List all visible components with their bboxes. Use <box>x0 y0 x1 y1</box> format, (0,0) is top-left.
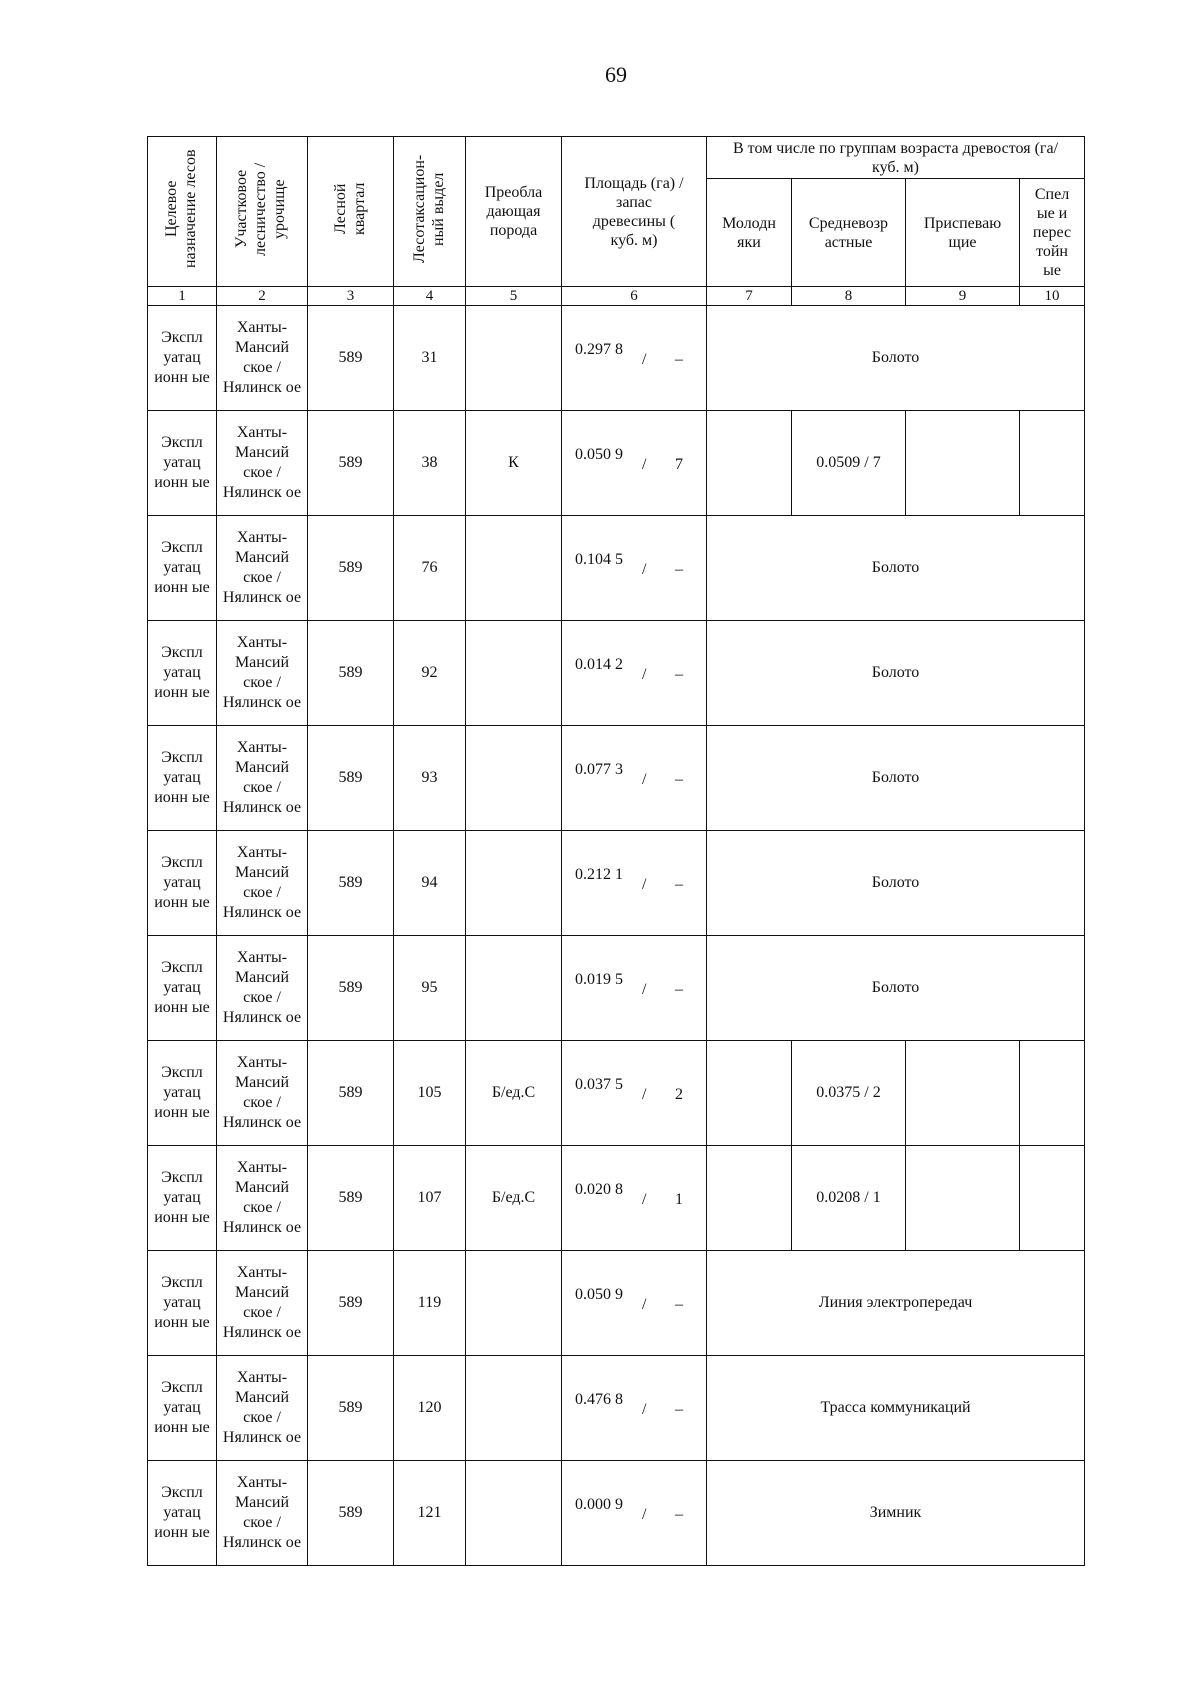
cell-quarter: 589 <box>308 621 394 726</box>
cell-area <box>562 936 707 1041</box>
stock-value: – <box>675 666 683 683</box>
cell-species <box>466 516 562 621</box>
table-row <box>148 621 1085 726</box>
stock-value: 7 <box>675 456 683 473</box>
cell-land-note: Болото <box>707 726 1085 831</box>
table-header <box>148 137 1085 306</box>
cell-forestry: Ханты-Мансий ское / Нялинск ое <box>217 411 308 516</box>
cell-quarter: 589 <box>308 1041 394 1146</box>
cell-quarter: 589 <box>308 1356 394 1461</box>
header-vydel: Лесотаксацион-ный выдел <box>394 137 466 287</box>
cell-quarter: 589 <box>308 1146 394 1251</box>
cell-quarter: 589 <box>308 411 394 516</box>
cell-species: Б/ед.С <box>466 1041 562 1146</box>
cell-vydel: 38 <box>394 411 466 516</box>
cell-species: К <box>466 411 562 516</box>
table-row <box>148 1461 1085 1566</box>
cell-forestry: Ханты-Мансий ское / Нялинск ое <box>217 936 308 1041</box>
cell-middle-aged: 0.0509 / 7 <box>792 411 906 516</box>
cell-land-note: Болото <box>707 936 1085 1041</box>
header-middle-aged: Средневозр астные <box>792 179 906 287</box>
column-number: 3 <box>308 287 394 306</box>
cell-quarter: 589 <box>308 306 394 411</box>
cell-species: Б/ед.С <box>466 1146 562 1251</box>
cell-species <box>466 936 562 1041</box>
stock-value: – <box>675 1401 683 1418</box>
cell-purpose: Экспл уатац ионн ые <box>148 1356 217 1461</box>
cell-area <box>562 1251 707 1356</box>
cell-forestry: Ханты-Мансий ское / Нялинск ое <box>217 1146 308 1251</box>
area-separator: / <box>642 771 647 788</box>
area-separator: / <box>642 876 647 893</box>
cell-land-note: Болото <box>707 306 1085 411</box>
table-row <box>148 411 1085 516</box>
area-separator: / <box>642 1401 647 1418</box>
header-ripening: Приспеваю щие <box>906 179 1020 287</box>
cell-purpose: Экспл уатац ионн ые <box>148 621 217 726</box>
area-separator: / <box>642 1296 647 1313</box>
column-number: 7 <box>707 287 792 306</box>
cell-forestry: Ханты-Мансий ское / Нялинск ое <box>217 1461 308 1566</box>
header-mature: Спел ые и перес тойн ые <box>1020 179 1085 287</box>
cell-species <box>466 1251 562 1356</box>
area-value: 0.476 8 <box>575 1391 623 1408</box>
cell-young <box>707 1041 792 1146</box>
area-separator: / <box>642 666 647 683</box>
area-separator: / <box>642 1506 647 1523</box>
cell-land-note: Линия электропередач <box>707 1251 1085 1356</box>
cell-vydel: 76 <box>394 516 466 621</box>
table-row <box>148 726 1085 831</box>
table-body <box>148 306 1085 1566</box>
cell-ripening <box>906 411 1020 516</box>
area-value: 0.037 5 <box>575 1076 623 1093</box>
area-separator: / <box>642 456 647 473</box>
column-number: 1 <box>148 287 217 306</box>
cell-species <box>466 726 562 831</box>
area-value: 0.050 9 <box>575 446 623 463</box>
column-number-row <box>148 287 1085 306</box>
page-number: 69 <box>605 62 627 87</box>
cell-land-note: Болото <box>707 621 1085 726</box>
column-number: 8 <box>792 287 906 306</box>
cell-quarter: 589 <box>308 831 394 936</box>
column-number: 9 <box>906 287 1020 306</box>
cell-quarter: 589 <box>308 1461 394 1566</box>
cell-forestry: Ханты-Мансий ское / Нялинск ое <box>217 1356 308 1461</box>
cell-middle-aged: 0.0208 / 1 <box>792 1146 906 1251</box>
cell-land-note: Болото <box>707 516 1085 621</box>
cell-area <box>562 1356 707 1461</box>
stock-value: – <box>675 876 683 893</box>
area-value: 0.297 8 <box>575 341 623 358</box>
cell-area <box>562 1146 707 1251</box>
cell-young <box>707 411 792 516</box>
stock-value: – <box>675 981 683 998</box>
cell-vydel: 31 <box>394 306 466 411</box>
cell-forestry: Ханты-Мансий ское / Нялинск ое <box>217 1041 308 1146</box>
cell-quarter: 589 <box>308 936 394 1041</box>
cell-ripening <box>906 1146 1020 1251</box>
column-number: 2 <box>217 287 308 306</box>
column-number: 10 <box>1020 287 1085 306</box>
stock-value: 2 <box>675 1086 683 1103</box>
cell-purpose: Экспл уатац ионн ые <box>148 516 217 621</box>
area-value: 0.020 8 <box>575 1181 623 1198</box>
table-row <box>148 306 1085 411</box>
cell-purpose: Экспл уатац ионн ые <box>148 1461 217 1566</box>
cell-vydel: 107 <box>394 1146 466 1251</box>
column-number: 6 <box>562 287 707 306</box>
cell-species <box>466 831 562 936</box>
cell-purpose: Экспл уатац ионн ые <box>148 1041 217 1146</box>
header-purpose: Целевое назначение лесов <box>148 137 217 287</box>
area-value: 0.104 5 <box>575 551 623 568</box>
table-row <box>148 1146 1085 1251</box>
stock-value: 1 <box>675 1191 683 1208</box>
cell-quarter: 589 <box>308 516 394 621</box>
cell-purpose: Экспл уатац ионн ые <box>148 726 217 831</box>
cell-mature <box>1020 1041 1085 1146</box>
table-row <box>148 1041 1085 1146</box>
area-separator: / <box>642 1191 647 1208</box>
area-value: 0.014 2 <box>575 656 623 673</box>
forest-inventory-table <box>147 136 1085 1566</box>
header-quarter: Лесной квартал <box>308 137 394 287</box>
cell-forestry: Ханты-Мансий ское / Нялинск ое <box>217 1251 308 1356</box>
column-number: 5 <box>466 287 562 306</box>
cell-vydel: 94 <box>394 831 466 936</box>
area-separator: / <box>642 981 647 998</box>
header-species: Преобла дающая порода <box>466 137 562 287</box>
table-row <box>148 936 1085 1041</box>
cell-mature <box>1020 1146 1085 1251</box>
cell-middle-aged: 0.0375 / 2 <box>792 1041 906 1146</box>
cell-area <box>562 516 707 621</box>
stock-value: – <box>675 351 683 368</box>
area-value: 0.000 9 <box>575 1496 623 1513</box>
cell-vydel: 93 <box>394 726 466 831</box>
cell-area <box>562 726 707 831</box>
table-row <box>148 831 1085 936</box>
cell-area <box>562 306 707 411</box>
area-value: 0.050 9 <box>575 1286 623 1303</box>
cell-purpose: Экспл уатац ионн ые <box>148 1251 217 1356</box>
cell-land-note: Трасса коммуникаций <box>707 1356 1085 1461</box>
header-young: Молодн яки <box>707 179 792 287</box>
table-row <box>148 516 1085 621</box>
area-separator: / <box>642 561 647 578</box>
cell-area <box>562 621 707 726</box>
header-forestry: Участковое лесничество / урочище <box>217 137 308 287</box>
cell-purpose: Экспл уатац ионн ые <box>148 411 217 516</box>
cell-area <box>562 1461 707 1566</box>
area-separator: / <box>642 351 647 368</box>
column-number: 4 <box>394 287 466 306</box>
cell-area <box>562 1041 707 1146</box>
area-value: 0.019 5 <box>575 971 623 988</box>
cell-quarter: 589 <box>308 726 394 831</box>
cell-vydel: 119 <box>394 1251 466 1356</box>
stock-value: – <box>675 1296 683 1313</box>
cell-area <box>562 831 707 936</box>
cell-ripening <box>906 1041 1020 1146</box>
header-age-groups: В том числе по группам возраста древостоя (га/ куб. м) <box>707 137 1085 179</box>
cell-species <box>466 306 562 411</box>
cell-vydel: 95 <box>394 936 466 1041</box>
cell-mature <box>1020 411 1085 516</box>
cell-land-note: Зимник <box>707 1461 1085 1566</box>
area-separator: / <box>642 1086 647 1103</box>
cell-forestry: Ханты-Мансий ское / Нялинск ое <box>217 516 308 621</box>
cell-purpose: Экспл уатац ионн ые <box>148 306 217 411</box>
cell-forestry: Ханты-Мансий ское / Нялинск ое <box>217 621 308 726</box>
area-value: 0.212 1 <box>575 866 623 883</box>
stock-value: – <box>675 771 683 788</box>
header-area: Площадь (га) / запас древесины ( куб. м) <box>562 137 707 287</box>
cell-species <box>466 621 562 726</box>
cell-purpose: Экспл уатац ионн ые <box>148 1146 217 1251</box>
cell-forestry: Ханты-Мансий ское / Нялинск ое <box>217 726 308 831</box>
cell-vydel: 120 <box>394 1356 466 1461</box>
cell-quarter: 589 <box>308 1251 394 1356</box>
stock-value: – <box>675 1506 683 1523</box>
cell-land-note: Болото <box>707 831 1085 936</box>
cell-purpose: Экспл уатац ионн ые <box>148 831 217 936</box>
cell-vydel: 105 <box>394 1041 466 1146</box>
cell-young <box>707 1146 792 1251</box>
cell-forestry: Ханты-Мансий ское / Нялинск ое <box>217 831 308 936</box>
area-value: 0.077 3 <box>575 761 623 778</box>
cell-forestry: Ханты-Мансий ское / Нялинск ое <box>217 306 308 411</box>
cell-species <box>466 1461 562 1566</box>
cell-purpose: Экспл уатац ионн ые <box>148 936 217 1041</box>
cell-vydel: 121 <box>394 1461 466 1566</box>
cell-area <box>562 411 707 516</box>
cell-vydel: 92 <box>394 621 466 726</box>
cell-species <box>466 1356 562 1461</box>
stock-value: – <box>675 561 683 578</box>
table-row <box>148 1356 1085 1461</box>
table-row <box>148 1251 1085 1356</box>
